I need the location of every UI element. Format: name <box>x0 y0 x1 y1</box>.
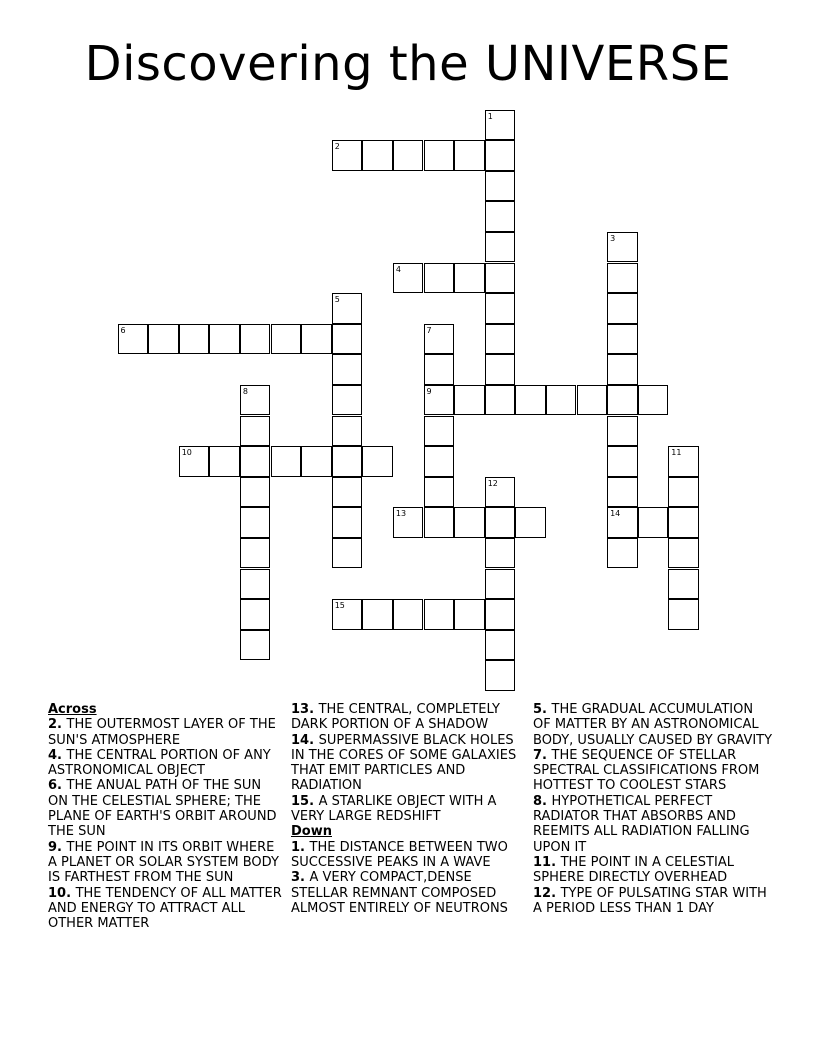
grid-cell[interactable] <box>668 569 699 600</box>
grid-cell[interactable] <box>240 507 271 538</box>
grid-cell[interactable] <box>485 171 516 202</box>
grid-cell[interactable] <box>424 477 455 508</box>
grid-cell[interactable] <box>393 140 424 171</box>
grid-cell[interactable] <box>485 507 516 538</box>
grid-cell[interactable] <box>271 446 302 477</box>
grid-cell[interactable] <box>240 630 271 661</box>
cell-number: 13 <box>395 509 407 519</box>
grid-cell[interactable] <box>240 538 271 569</box>
grid-cell[interactable] <box>209 324 240 355</box>
grid-cell[interactable] <box>607 263 638 294</box>
across-clue-4: 4. THE CENTRAL PORTION OF ANY ASTRONOMICAL OBJECT <box>48 747 271 779</box>
down-clue-11: 11. THE POINT IN A CELESTIAL SPHERE DIRECTLY OVERHEAD <box>533 854 734 886</box>
grid-cell[interactable] <box>668 538 699 569</box>
grid-cell[interactable] <box>485 569 516 600</box>
grid-cell[interactable] <box>607 416 638 447</box>
grid-cell[interactable] <box>301 324 332 355</box>
grid-cell[interactable] <box>148 324 179 355</box>
across-clue-10: 10. THE TENDENCY OF ALL MATTER AND ENERGY TO ATTRACT ALL OTHER MATTER <box>48 885 282 932</box>
across-clue-2: 2. THE OUTERMOST LAYER OF THE SUN'S ATMOSPHERE <box>48 717 276 748</box>
grid-cell[interactable] <box>485 232 516 263</box>
grid-cell[interactable] <box>454 140 485 171</box>
down-heading: Down <box>291 824 332 840</box>
grid-cell[interactable] <box>332 416 363 447</box>
down-clue-7: 7. THE SEQUENCE OF STELLAR SPECTRAL CLASSIFICATIONS FROM HOTTEST TO COOLEST STARS <box>533 747 760 794</box>
grid-cell[interactable] <box>485 324 516 355</box>
puzzle-title: Discovering the UNIVERSE <box>84 36 732 92</box>
grid-cell[interactable] <box>393 507 424 538</box>
cell-number: 14 <box>610 509 621 519</box>
cell-number: 5 <box>334 295 340 305</box>
across-clue-15: 15. A STARLIKE OBJECT WITH A VERY LARGE REDSHIFT <box>291 793 497 825</box>
grid-cell[interactable] <box>424 446 455 477</box>
down-clue-3: 3. A VERY COMPACT,DENSE STELLAR REMNANT COMPOSED ALMOST ENTIRELY OF NEUTRONS <box>291 870 508 916</box>
down-clue-1: 1. THE DISTANCE BETWEEN TWO SUCCESSIVE PEAKS IN A WAVE <box>291 839 508 870</box>
grid-cell[interactable] <box>607 354 638 385</box>
grid-cell[interactable] <box>607 232 638 263</box>
grid-cell[interactable] <box>668 507 699 538</box>
cell-number: 11 <box>671 448 682 458</box>
grid-cell[interactable] <box>638 385 669 416</box>
grid-cell[interactable] <box>271 324 302 355</box>
grid-cell[interactable] <box>485 538 516 569</box>
cell-number: 8 <box>242 386 248 396</box>
grid-cell[interactable] <box>393 599 424 630</box>
grid-cell[interactable] <box>424 324 455 355</box>
grid-cell[interactable] <box>118 324 149 355</box>
cell-number: 7 <box>426 325 432 335</box>
grid-cell[interactable] <box>424 140 455 171</box>
grid-cell[interactable] <box>332 140 363 171</box>
down-clue-12: 12. TYPE OF PULSATING STAR WITH A PERIOD LESS THAN 1 DAY <box>533 885 767 916</box>
grid-cell[interactable] <box>424 507 455 538</box>
grid-cell[interactable] <box>240 324 271 355</box>
cell-number: 2 <box>334 142 340 152</box>
grid-cell[interactable] <box>179 446 210 477</box>
grid-cell[interactable] <box>332 324 363 355</box>
grid-cell[interactable] <box>577 385 608 416</box>
grid-cell[interactable] <box>424 354 455 385</box>
clues-column-1 <box>48 702 284 931</box>
across-clue-13: 13. THE CENTRAL, COMPLETELY DARK PORTION OF A SHADOW <box>291 702 500 733</box>
grid-cell[interactable] <box>332 354 363 385</box>
grid-cell[interactable] <box>485 599 516 630</box>
grid-cell[interactable] <box>607 446 638 477</box>
grid-cell[interactable] <box>485 110 516 141</box>
grid-cell[interactable] <box>240 477 271 508</box>
grid-cell[interactable] <box>485 140 516 171</box>
grid-cell[interactable] <box>485 201 516 232</box>
grid-cell[interactable] <box>393 263 424 294</box>
grid-cell[interactable] <box>485 263 516 294</box>
grid-cell[interactable] <box>332 507 363 538</box>
across-clue-9: 9. THE POINT IN ITS ORBIT WHERE A PLANET OR SOLAR SYSTEM BODY IS FARTHEST FROM THE SUN <box>48 839 279 886</box>
grid-cell[interactable] <box>332 538 363 569</box>
grid-cell[interactable] <box>607 293 638 324</box>
grid-cell[interactable] <box>301 446 332 477</box>
grid-cell[interactable] <box>240 416 271 447</box>
grid-cell[interactable] <box>424 385 455 416</box>
grid-cell[interactable] <box>454 263 485 294</box>
grid-cell[interactable] <box>638 507 669 538</box>
grid-cell[interactable] <box>485 293 516 324</box>
grid-cell[interactable] <box>607 507 638 538</box>
grid-cell[interactable] <box>362 140 393 171</box>
grid-cell[interactable] <box>332 385 363 416</box>
grid-cell[interactable] <box>485 385 516 416</box>
grid-cell[interactable] <box>454 507 485 538</box>
clues-column-3 <box>533 702 773 916</box>
cell-number: 12 <box>487 478 498 488</box>
grid-cell[interactable] <box>362 599 393 630</box>
grid-cell[interactable] <box>454 385 485 416</box>
cell-number: 1 <box>487 111 493 121</box>
grid-cell[interactable] <box>332 293 363 324</box>
grid-cell[interactable] <box>332 599 363 630</box>
grid-cell[interactable] <box>515 385 546 416</box>
grid-cell[interactable] <box>515 507 546 538</box>
grid-cell[interactable] <box>668 599 699 630</box>
grid-cell[interactable] <box>240 569 271 600</box>
grid-cell[interactable] <box>485 630 516 661</box>
across-clue-6: 6. THE ANUAL PATH OF THE SUN ON THE CELESTIAL SPHERE; THE PLANE OF EARTH'S ORBIT AROUND THE SUN <box>48 778 277 840</box>
grid-cell[interactable] <box>607 477 638 508</box>
grid-cell[interactable] <box>332 446 363 477</box>
grid-cell[interactable] <box>454 599 485 630</box>
grid-cell[interactable] <box>240 385 271 416</box>
grid-cell[interactable] <box>546 385 577 416</box>
grid-cell[interactable] <box>240 599 271 630</box>
across-heading: Across <box>48 702 97 717</box>
cell-number: 9 <box>426 386 432 396</box>
grid-cell[interactable] <box>240 446 271 477</box>
clues-column-2 <box>291 702 526 916</box>
grid-cell[interactable] <box>668 477 699 508</box>
grid-cell[interactable] <box>485 660 516 691</box>
cell-number: 4 <box>395 264 401 274</box>
cell-number: 6 <box>120 325 126 335</box>
grid-cell[interactable] <box>424 416 455 447</box>
grid-cell[interactable] <box>424 599 455 630</box>
grid-cell[interactable] <box>607 385 638 416</box>
cell-number: 10 <box>181 448 192 458</box>
cell-number: 3 <box>610 233 616 243</box>
grid-cell[interactable] <box>179 324 210 355</box>
grid-cell[interactable] <box>424 263 455 294</box>
down-clue-8: 8. HYPOTHETICAL PERFECT RADIATOR THAT ABSORBS AND REEMITS ALL RADIATION FALLING UPON IT <box>533 793 750 855</box>
grid-cell[interactable] <box>485 477 516 508</box>
grid-cell[interactable] <box>485 354 516 385</box>
cell-number: 15 <box>334 601 345 611</box>
grid-cell[interactable] <box>332 477 363 508</box>
grid-cell[interactable] <box>607 324 638 355</box>
grid-cell[interactable] <box>607 538 638 569</box>
grid-cell[interactable] <box>362 446 393 477</box>
grid-cell[interactable] <box>668 446 699 477</box>
down-clue-5: 5. THE GRADUAL ACCUMULATION OF MATTER BY AN ASTRONOMICAL BODY, USUALLY CAUSED BY GRAVITY <box>533 702 773 748</box>
grid-cell[interactable] <box>209 446 240 477</box>
across-clue-14: 14. SUPERMASSIVE BLACK HOLES IN THE CORES OF SOME GALAXIES THAT EMIT PARTICLES AND RADIATION <box>291 732 517 794</box>
